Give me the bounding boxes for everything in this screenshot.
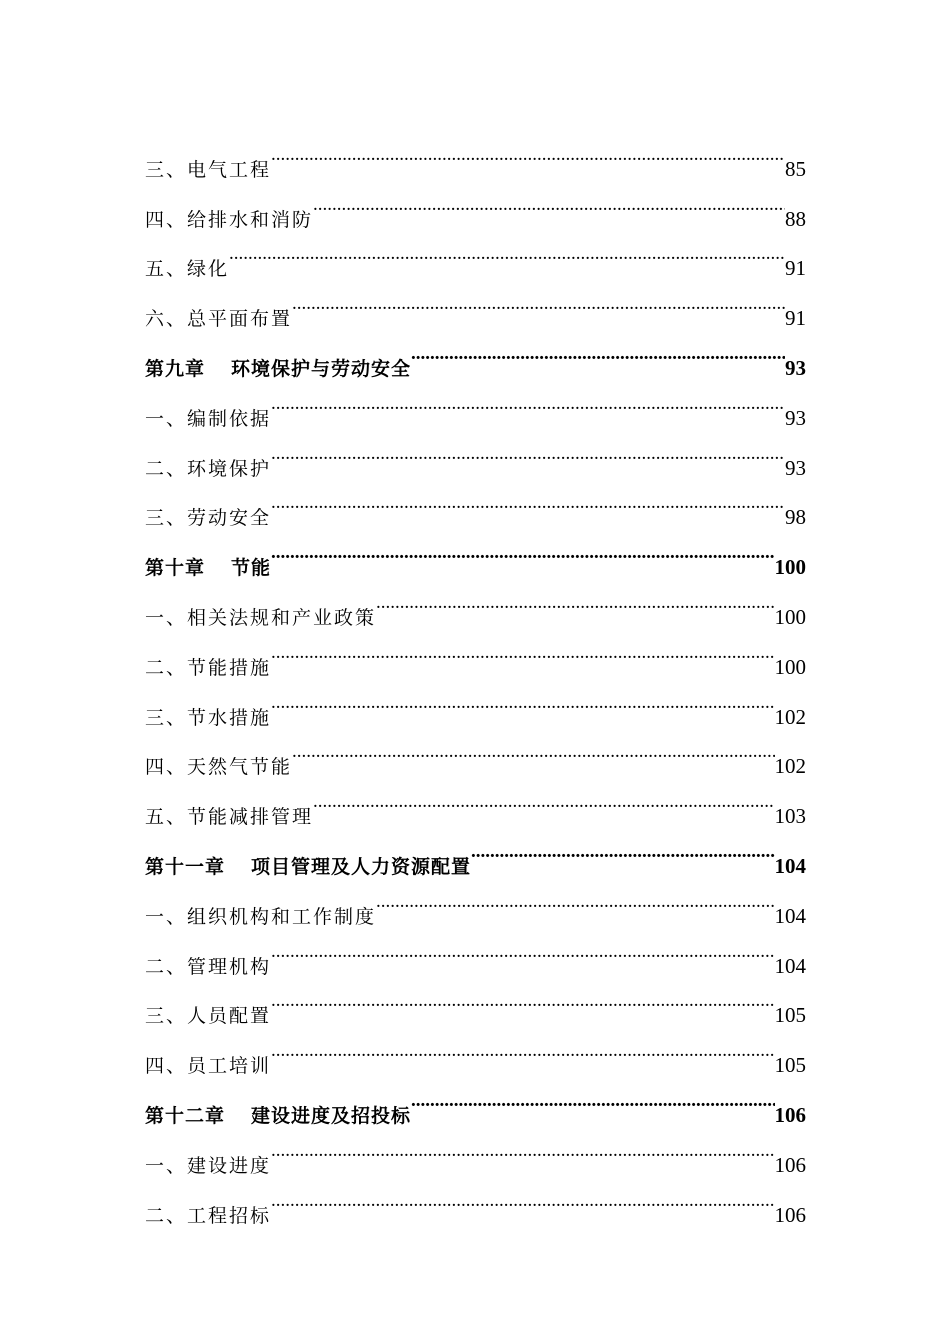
toc-chapter-title: [145, 544, 271, 594]
toc-dot-leader: [292, 724, 774, 774]
toc-entry-title: 二、管理机构: [145, 955, 272, 978]
toc-entry-page: 104: [774, 953, 806, 978]
toc-dot-leader: [271, 425, 785, 475]
toc-entry-page: 93: [785, 455, 806, 480]
toc-entry-title: 一、相关法规和产业政策: [145, 606, 377, 629]
toc-entry-page: 104: [774, 853, 806, 878]
toc-entry-title: 三、劳动安全: [145, 507, 272, 530]
toc-dot-leader: [271, 475, 785, 525]
toc-dot-leader: [271, 1122, 774, 1172]
toc-entry-page: 98: [785, 505, 806, 530]
toc-entry-page: 102: [774, 754, 806, 779]
toc-entry-page: 105: [774, 1053, 806, 1078]
toc-dot-leader: [271, 126, 785, 176]
toc-entry-page: 93: [785, 405, 806, 430]
toc-entry-title: 一、建设进度: [145, 1154, 272, 1177]
toc-entry-page: 105: [774, 1003, 806, 1028]
toc-entry-title: 四、给排水和消防: [145, 208, 314, 231]
toc-entry-title: 二、环境保护: [145, 457, 272, 480]
toc-entry-title: 三、电气工程: [145, 158, 272, 181]
toc-entry-page: 85: [785, 156, 806, 181]
toc-entry-title: 四、员工培训: [145, 1055, 272, 1078]
toc-dot-leader: [271, 375, 785, 425]
toc-entry-page: 102: [774, 704, 806, 729]
toc-entry-page: 106: [774, 1102, 806, 1127]
toc-chapter-name: 建设进度及招投标: [251, 1104, 412, 1127]
toc-dot-leader: [271, 674, 774, 724]
toc-dot-leader: [376, 873, 774, 923]
toc-chapter-name: 项目管理及人力资源配置: [251, 855, 472, 878]
toc-entry[interactable]: [145, 275, 806, 331]
toc-entry-page: 100: [774, 654, 806, 679]
toc-entry-title: 一、编制依据: [145, 407, 272, 430]
toc-entry-page: 88: [785, 206, 806, 231]
toc-dot-leader: [376, 574, 774, 624]
toc-dot-leader: [313, 773, 774, 823]
toc-entry-title: 二、节能措施: [145, 656, 272, 679]
toc-chapter-name: 节能: [231, 557, 272, 580]
toc-dot-leader: [471, 823, 774, 873]
toc-dot-leader: [411, 325, 785, 375]
toc-dot-leader: [313, 176, 785, 226]
toc-chapter-number: 第十二章: [145, 1104, 226, 1127]
toc-chapter-number: 第九章: [145, 357, 206, 380]
toc-dot-leader: [229, 226, 785, 276]
toc-entry-page: 103: [774, 804, 806, 829]
toc-entry-page: 100: [774, 604, 806, 629]
toc-entry-page: 93: [785, 355, 806, 380]
toc-entry-title: 二、工程招标: [145, 1204, 272, 1227]
toc-entry-page: 91: [785, 256, 806, 281]
toc-entry[interactable]: [145, 126, 806, 181]
toc-entry-page: 100: [774, 555, 806, 580]
toc-entry-title: 三、节水措施: [145, 706, 272, 729]
table-of-contents: [145, 126, 806, 1227]
toc-entry-page: 106: [774, 1202, 806, 1227]
toc-entry-title: 三、人员配置: [145, 1005, 272, 1028]
toc-chapter-name: 环境保护与劳动安全: [231, 357, 412, 380]
toc-entry-title: 六、总平面布置: [145, 308, 293, 331]
toc-dot-leader: [271, 624, 774, 674]
toc-chapter-number: 第十一章: [145, 855, 226, 878]
toc-dot-leader: [271, 1172, 774, 1222]
toc-entry-page: 106: [774, 1152, 806, 1177]
toc-entry-title: 五、节能减排管理: [145, 806, 314, 829]
toc-entry-title: 一、组织机构和工作制度: [145, 905, 377, 928]
toc-entry-title: 四、天然气节能: [145, 756, 293, 779]
toc-chapter-number: 第十章: [145, 557, 206, 580]
toc-entry-page: 104: [774, 903, 806, 928]
toc-dot-leader: [271, 524, 774, 574]
toc-dot-leader: [411, 1072, 774, 1122]
toc-dot-leader: [271, 973, 774, 1023]
toc-dot-leader: [271, 923, 774, 973]
toc-entry-page: 91: [785, 306, 806, 331]
toc-dot-leader: [292, 275, 785, 325]
toc-dot-leader: [271, 1022, 774, 1072]
toc-entry-title: 五、绿化: [145, 258, 230, 281]
toc-entry[interactable]: [145, 226, 806, 281]
